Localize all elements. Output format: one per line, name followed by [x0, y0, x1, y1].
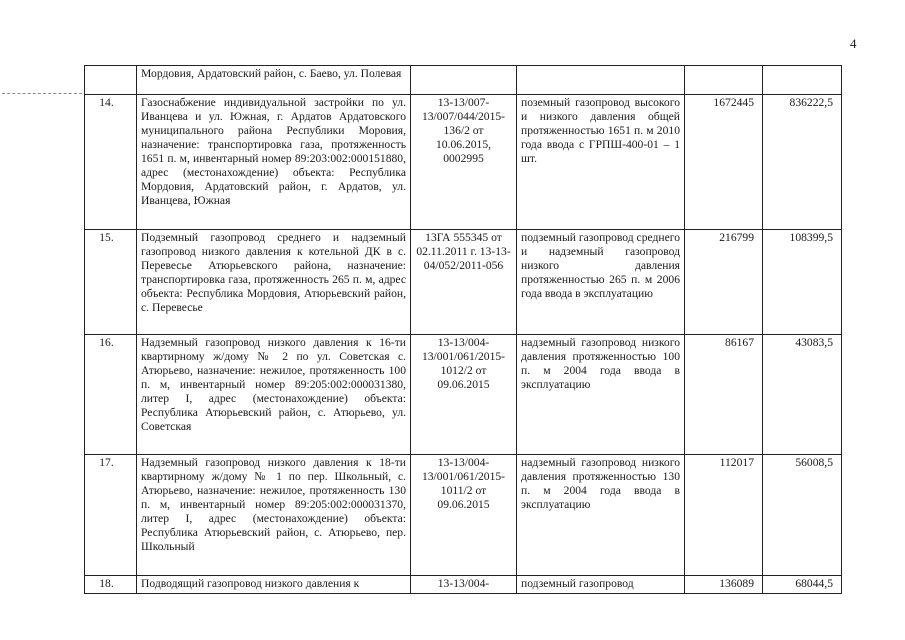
row-number: 15. [85, 230, 137, 335]
technical-characteristics: подземный газопровод среднего и надземный газопровод низкого давления протяженностью 265 п. м 2006 года ввода в эксплуатацию [517, 230, 685, 335]
row-number: 14. [85, 95, 137, 230]
registration-record: 13-13/004-13/001/061/2015-1012/2 от 09.06.2015 [411, 335, 517, 455]
value-cell: 136089 [685, 576, 763, 594]
table-row [85, 455, 842, 576]
value-cell: 43083,5 [763, 335, 842, 455]
value-cell: 86167 [685, 335, 763, 455]
row-number: 17. [85, 455, 137, 576]
technical-characteristics: надземный газопровод низкого давления протяженностью 100 п. м 2004 года ввода в эксплуатацию [517, 335, 685, 455]
registration-record: 13-13/007-13/007/044/2015-136/2 от 10.06.2015, 0002995 [411, 95, 517, 230]
registration-record: 13ГА 555345 от 02.11.2011 г. 13-13-04/052/2011-056 [411, 230, 517, 335]
property-table [84, 65, 842, 594]
object-description: Газоснабжение индивидуальной застройки по ул. Иванцева и ул. Южная, г. Ардатов Ардатовского муниципального района Республики Моровия, назначение: транспортировка газа, протяженность 1651 п. м, инвентарный номер 89:203:002:000151880, адрес (местонахождение) объекта: Республика Мордовия, Ардатовский район, г. Ардатов, ул. Иванцева, Южная [137, 95, 411, 230]
value-cell: 216799 [685, 230, 763, 335]
row-number: 16. [85, 335, 137, 455]
object-description: Подземный газопровод среднего и надземный газопровод низкого давления к котельной ДК в с. Перевесье Атюрьевского района, назначение: транспортировка газа, протяженность 265 п. м, адрес объекта: Республика Мордовия, Атюрьевский район, с. Перевесье [137, 230, 411, 335]
value-cell: 112017 [685, 455, 763, 576]
object-description: Мордовия, Ардатовский район, с. Баево, ул. Полевая [137, 66, 411, 95]
page-number: 4 [850, 36, 857, 51]
technical-characteristics: подземный газопровод [517, 576, 685, 594]
object-description: Надземный газопровод низкого давления к 18-ти квартирному ж/дому № 1 по пер. Школьный, с. Атюрьево, назначение: нежилое, протяженность 130 п. м, инвентарный номер 89:205:002:000031370, литер I, адрес (местонахождение) объекта: Республика Атюрьевский район, с. Атюрьево, пер. Школьный [137, 455, 411, 576]
value-cell [763, 66, 842, 95]
value-cell [685, 66, 763, 95]
table-row [85, 335, 842, 455]
registration-record: 13-13/004- [411, 576, 517, 594]
technical-characteristics [517, 66, 685, 95]
table-row [85, 576, 842, 594]
registration-record [411, 66, 517, 95]
registration-record: 13-13/004-13/001/061/2015-1011/2 от 09.06.2015 [411, 455, 517, 576]
technical-characteristics: поземный газопровод высокого и низкого давления общей протяженностью 1651 п. м 2010 года ввода с ГРПШ-400-01 – 1 шт. [517, 95, 685, 230]
table-row [85, 230, 842, 335]
value-cell: 108399,5 [763, 230, 842, 335]
scan-artifact-line [2, 93, 82, 94]
row-number [85, 66, 137, 95]
value-cell: 68044,5 [763, 576, 842, 594]
table-row [85, 66, 842, 95]
value-cell: 836222,5 [763, 95, 842, 230]
technical-characteristics: надземный газопровод низкого давления протяженностью 130 п. м 2004 года ввода в эксплуатацию [517, 455, 685, 576]
row-number: 18. [85, 576, 137, 594]
object-description: Надземный газопровод низкого давления к 16-ти квартирному ж/дому № 2 по ул. Советская с. Атюрьево, назначение: нежилое, протяженность 100 п. м, инвентарный номер 89:205:002:000031380, литер I, адрес (местонахождение) объекта: Республика Атюрьевский район, с. Атюрьево, ул. Советская [137, 335, 411, 455]
value-cell: 56008,5 [763, 455, 842, 576]
table-row [85, 95, 842, 230]
value-cell: 1672445 [685, 95, 763, 230]
object-description: Подводящий газопровод низкого давления к [137, 576, 411, 594]
